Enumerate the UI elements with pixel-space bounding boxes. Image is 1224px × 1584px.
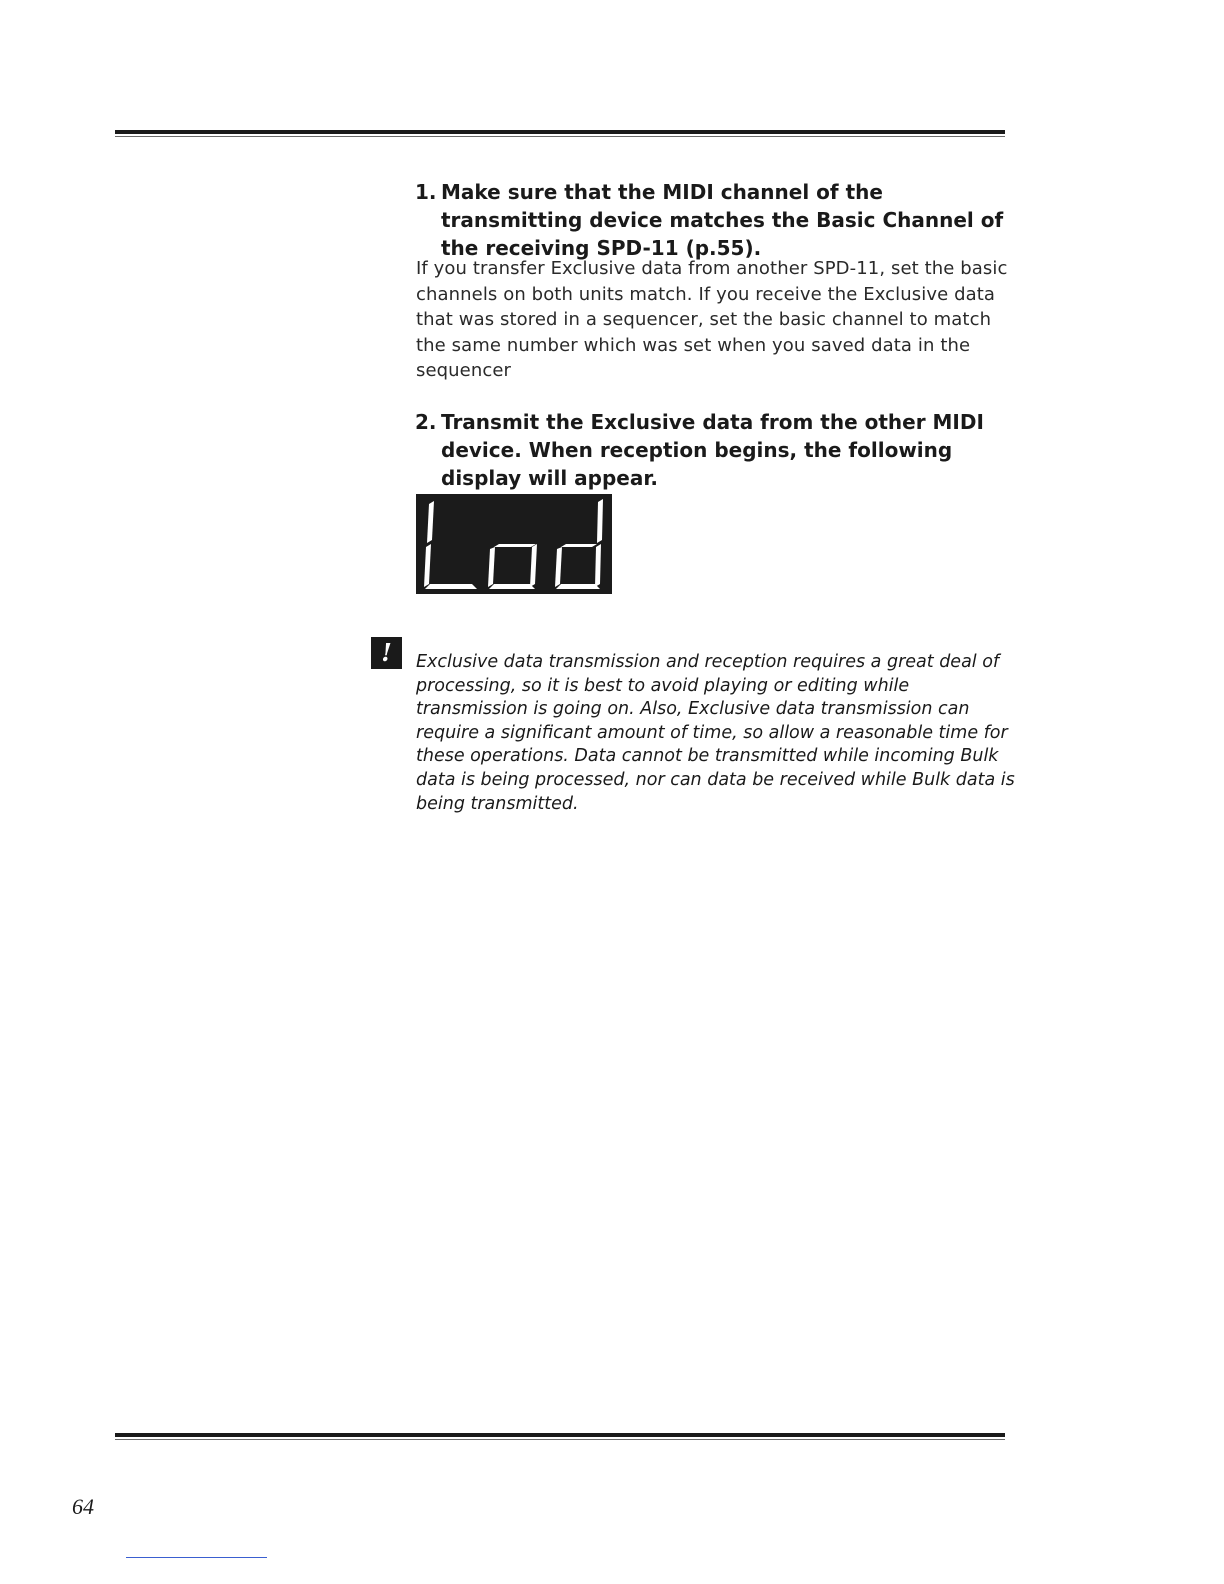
top-rule: [115, 130, 1005, 137]
body-paragraph: If you transfer Exclusive data from another SPD-11, set the basic channels on both units match. If you receive the Exclusive data that was stored in a sequencer, set the basic channel to match the same number which was set when you saved data in the sequencer: [416, 258, 1008, 381]
page-number: 64: [72, 1494, 94, 1519]
footer-accent-line: [126, 1557, 267, 1558]
segment-o-middle: [494, 544, 536, 547]
led-display-graphic: [416, 494, 612, 594]
step-2: [415, 408, 1015, 492]
segment-l-bottom: [425, 584, 477, 589]
segment-d-lower-right: [595, 544, 601, 587]
step-1-text: Make sure that the MIDI channel of the transmitting device matches the Basic Channel of the receiving SPD-11 (p.55).: [441, 180, 1004, 260]
segment-d-bottom: [556, 584, 600, 589]
led-display: [416, 494, 612, 594]
warning-note: Exclusive data transmission and reception requires a great deal of processing, so it is best to avoid playing or editing while transmission is going on. Also, Exclusive data transmission can require a significant amount of time, so allow a reasonable time for these operations. Data cannot be transmitted while incoming Bulk data is being processed, nor can data be received while Bulk data is being transmitted.: [416, 652, 1015, 814]
segment-o-lower-left: [488, 547, 495, 587]
step-2-text: Transmit the Exclusive data from the other MIDI device. When reception begins, the following display will appear.: [441, 410, 984, 490]
step-1-number: 1.: [415, 180, 437, 204]
bottom-rule: [115, 1433, 1005, 1440]
step-1: [415, 178, 1015, 262]
segment-d-lower-left: [555, 547, 562, 587]
segment-l-upper-left: [427, 501, 434, 543]
segment-o-lower-right: [530, 544, 537, 587]
step-2-number: 2.: [415, 410, 437, 434]
segment-o-bottom: [489, 584, 535, 589]
segment-d-upper-right: [597, 499, 603, 543]
exclamation-icon: !: [371, 637, 402, 669]
segment-l-lower-left: [424, 544, 431, 587]
segment-d-middle: [561, 544, 597, 547]
